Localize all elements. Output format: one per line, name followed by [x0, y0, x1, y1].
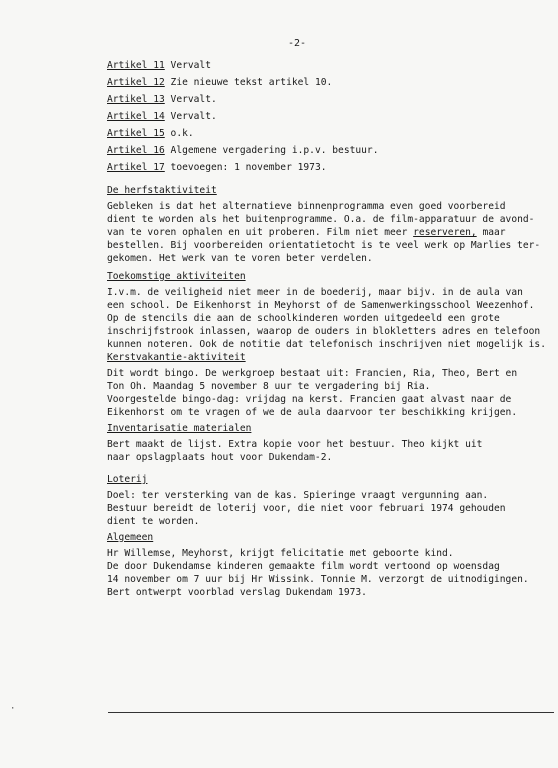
page-number: -2- [288, 38, 307, 49]
article-row: Artikel 11 Vervalt [107, 60, 211, 71]
section-heading: Algemeen [107, 532, 154, 543]
article-row: Artikel 16 Algemene vergadering i.p.v. bestuur. [107, 145, 379, 156]
article-row: Artikel 13 Vervalt. [107, 94, 217, 105]
section-herfstaktiviteit: De herfstaktiviteit Gebleken is dat het alternatieve binnenprogramma even goed voorbereid dient te worden als het buitenprogramme. O.a. de film-apparatuur de avond- van te voren ophalen en uit proberen. Film niet meer reserveren, maar bestellen. Bij voorbereiden orientatietocht is te veel werk op Marlies ter- gekomen. Het werk van te voren beter verdelen. [107, 184, 547, 265]
article-row: Artikel 15 o.k. [107, 128, 194, 139]
section-heading: De herfstaktiviteit [107, 185, 217, 196]
margin-mark-icon: · [10, 704, 16, 714]
bottom-rule [108, 712, 554, 713]
section-heading: Inventarisatie materialen [107, 423, 252, 434]
section-heading: Loterij [107, 474, 148, 485]
section-algemeen: Algemeen Hr Willemse, Meyhorst, krijgt felicitatie met geboorte kind. De door Dukendamse kinderen gemaakte film wordt vertoond op woensdag 14 november om 7 uur bij Hr Wissink. Tonnie M. verzorgt de uitnodigingen. Bert ontwerpt voorblad verslag Dukendam 1973. [107, 531, 547, 599]
section-heading: Toekomstige aktiviteiten [107, 271, 246, 282]
section-loterij: Loterij Doel: ter versterking van de kas. Spieringe vraagt vergunning aan. Bestuur bereidt de loterij voor, die niet voor februari 1974 gehouden dient te worden. [107, 473, 547, 528]
section-kerstvakantie: Kerstvakantie-aktiviteit Dit wordt bingo. De werkgroep bestaat uit: Francien, Ria, Theo, Bert en Ton Oh. Maandag 5 november 8 uur te vergadering bij Ria. Voorgestelde bingo-dag: vrijdag na kerst. Francien gaat alvast naar de Eikenhorst om te vragen of we de aula daarvoor ter beschikking krijgen. [107, 351, 547, 419]
article-row: Artikel 17 toevoegen: 1 november 1973. [107, 162, 327, 173]
article-row: Artikel 14 Vervalt. [107, 111, 217, 122]
article-list [107, 57, 378, 176]
section-inventarisatie: Inventarisatie materialen Bert maakt de lijst. Extra kopie voor het bestuur. Theo kijkt uit naar opslagplaats hout voor Dukendam-2. [107, 422, 547, 464]
article-row: Artikel 12 Zie nieuwe tekst artikel 10. [107, 77, 333, 88]
section-heading: Kerstvakantie-aktiviteit [107, 352, 246, 363]
section-toekomstige-aktiviteiten: Toekomstige aktiviteiten I.v.m. de veiligheid niet meer in de boederij, maar bijv. in de aula van een school. De Eikenhorst in Meyhorst of de Samenwerkingsschool Weezenhof. Op de stencils die aan de schoolkinderen worden uitgedeeld een grote inschrijfstrook inlassen, waarop de ouders in blokletters adres en telefoon kunnen noteren. Ook de notitie dat telefonisch inschrijven niet mogelijk is. [107, 271, 546, 350]
